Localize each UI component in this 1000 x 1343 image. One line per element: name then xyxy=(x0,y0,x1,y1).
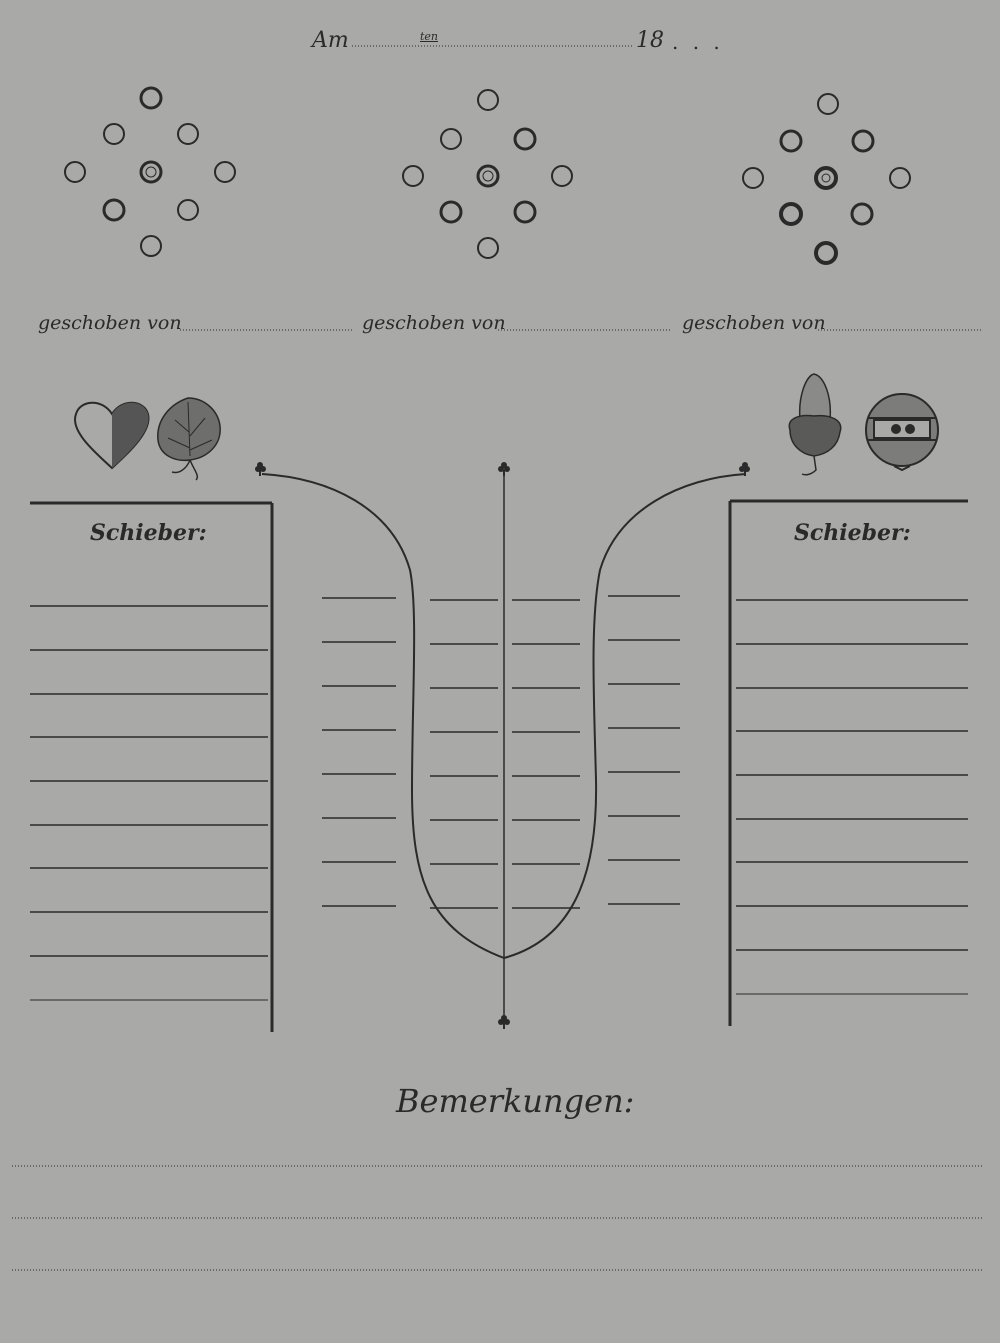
pin-icon xyxy=(104,124,124,144)
king-pin-icon xyxy=(141,162,161,182)
pin-diagram-2 xyxy=(403,90,572,258)
pin-icon xyxy=(215,162,235,182)
date-label-dots: . . . xyxy=(672,30,724,54)
pin-icon xyxy=(743,168,763,188)
pin-icon xyxy=(178,124,198,144)
schieber-title-left: Schieber: xyxy=(90,520,207,546)
pin-icon xyxy=(781,204,801,224)
pin-icon xyxy=(890,168,910,188)
pin-icon xyxy=(141,88,161,108)
leaf-icon xyxy=(158,398,220,480)
acorn-icon xyxy=(789,374,840,475)
date-label-year: 18 xyxy=(636,28,664,53)
pin-icon xyxy=(853,131,873,151)
pin-icon xyxy=(552,166,572,186)
king-pin-center-icon xyxy=(822,174,830,182)
geschoben-von-label-2: geschoben von xyxy=(362,312,506,334)
ornament-icons xyxy=(255,462,750,1029)
pin-icon xyxy=(478,90,498,110)
ornament-icon xyxy=(498,462,510,476)
pin-icon xyxy=(781,131,801,151)
remarks-lines xyxy=(12,1166,984,1270)
pin-icon xyxy=(478,238,498,258)
king-pin-icon xyxy=(816,168,836,188)
geschoben-von-label-3: geschoben von xyxy=(682,312,826,334)
pin-diagram-1 xyxy=(65,88,235,256)
pin-icon xyxy=(515,129,535,149)
left-score-column xyxy=(30,503,272,1032)
pin-icon xyxy=(141,236,161,256)
pin-icon xyxy=(403,166,423,186)
schieber-title-right: Schieber: xyxy=(794,520,911,546)
ornament-icon xyxy=(498,1015,510,1029)
pin-icon xyxy=(818,94,838,114)
pin-icon xyxy=(441,202,461,222)
geschoben-von-label-1: geschoben von xyxy=(38,312,182,334)
pin-icon xyxy=(515,202,535,222)
king-pin-center-icon xyxy=(483,171,493,181)
date-label-ten: ten xyxy=(420,30,439,43)
king-pin-icon xyxy=(478,166,498,186)
pin-icon xyxy=(178,200,198,220)
pin-icon xyxy=(65,162,85,182)
pin-icon xyxy=(441,129,461,149)
pin-icon xyxy=(816,243,836,263)
heart-icon xyxy=(75,403,149,468)
right-score-column xyxy=(730,501,968,1026)
king-pin-center-icon xyxy=(146,167,156,177)
center-tally-diagram xyxy=(262,474,746,1028)
pin-diagram-3 xyxy=(743,94,910,263)
bell-icon xyxy=(866,394,938,470)
remarks-title: Bemerkungen: xyxy=(396,1082,635,1120)
pin-icon xyxy=(104,200,124,220)
date-label-am: Am xyxy=(312,28,349,53)
pin-icon xyxy=(852,204,872,224)
